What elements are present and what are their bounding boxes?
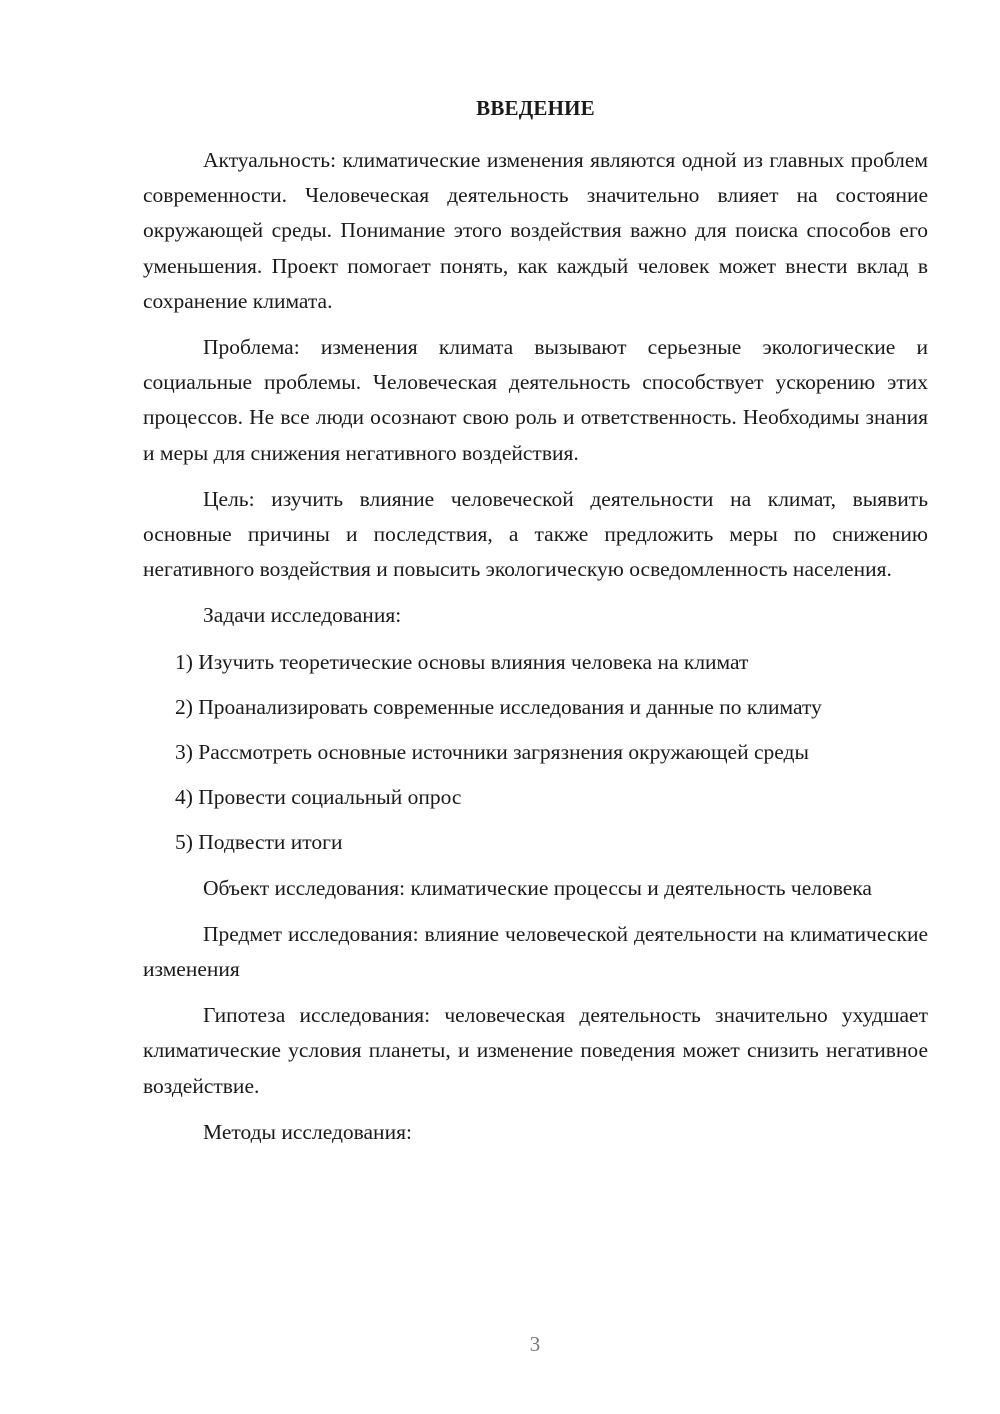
page-title: ВВЕДЕНИЕ — [476, 96, 595, 120]
paragraph-hypothesis: Гипотеза исследования: человеческая деятельность значительно ухудшает климатические условия планеты, и изменение поведения может снизить негативное воздействие. — [143, 1003, 928, 1098]
list-item: 4) Провести социальный опрос — [175, 785, 462, 810]
paragraph-goal: Цель: изучить влияние человеческой деятельности на климат, выявить основные причины и последствия, а также предложить меры по снижению негативного воздействия и повысить экологическую осведомленность населения. — [143, 486, 928, 582]
list-item: 5) Подвести итоги — [175, 830, 343, 855]
paragraph-tasks-heading: Задачи исследования: — [203, 603, 402, 628]
paragraph-relevance: Актуальность: климатические изменения являются одной из главных проблем современности. Человеческая деятельность значительно влияет на состояние окружающей среды. Понимание этого воздействия важно для поиска способов его уменьшения. Проект помогает понять, как каждый человек может внести вклад в сохранение климата. — [143, 148, 928, 313]
paragraph-methods: Методы исследования: — [203, 1119, 412, 1144]
list-item: 3) Рассмотреть основные источники загрязнения окружающей среды — [175, 740, 809, 765]
paragraph-object: Объект исследования: климатические процессы и деятельность человека — [203, 875, 872, 900]
paragraph-problem: Проблема: изменения климата вызывают серьезные экологические и социальные проблемы. Человеческая деятельность способствует ускорению этих процессов. Не все люди осознают свою роль и ответственность. Необходимы знания и меры для снижения негативного воздействия. — [143, 335, 928, 465]
tasks-list — [143, 645, 928, 861]
list-item: 1) Изучить теоретические основы влияния человека на климат — [175, 649, 749, 674]
page-number: 3 — [529, 1332, 541, 1356]
list-item: 2) Проанализировать современные исследования и данные по климату — [175, 694, 822, 719]
paragraph-subject: Предмет исследования: влияние человеческой деятельности на климатические изменения — [143, 921, 928, 982]
document-body — [143, 143, 928, 1161]
